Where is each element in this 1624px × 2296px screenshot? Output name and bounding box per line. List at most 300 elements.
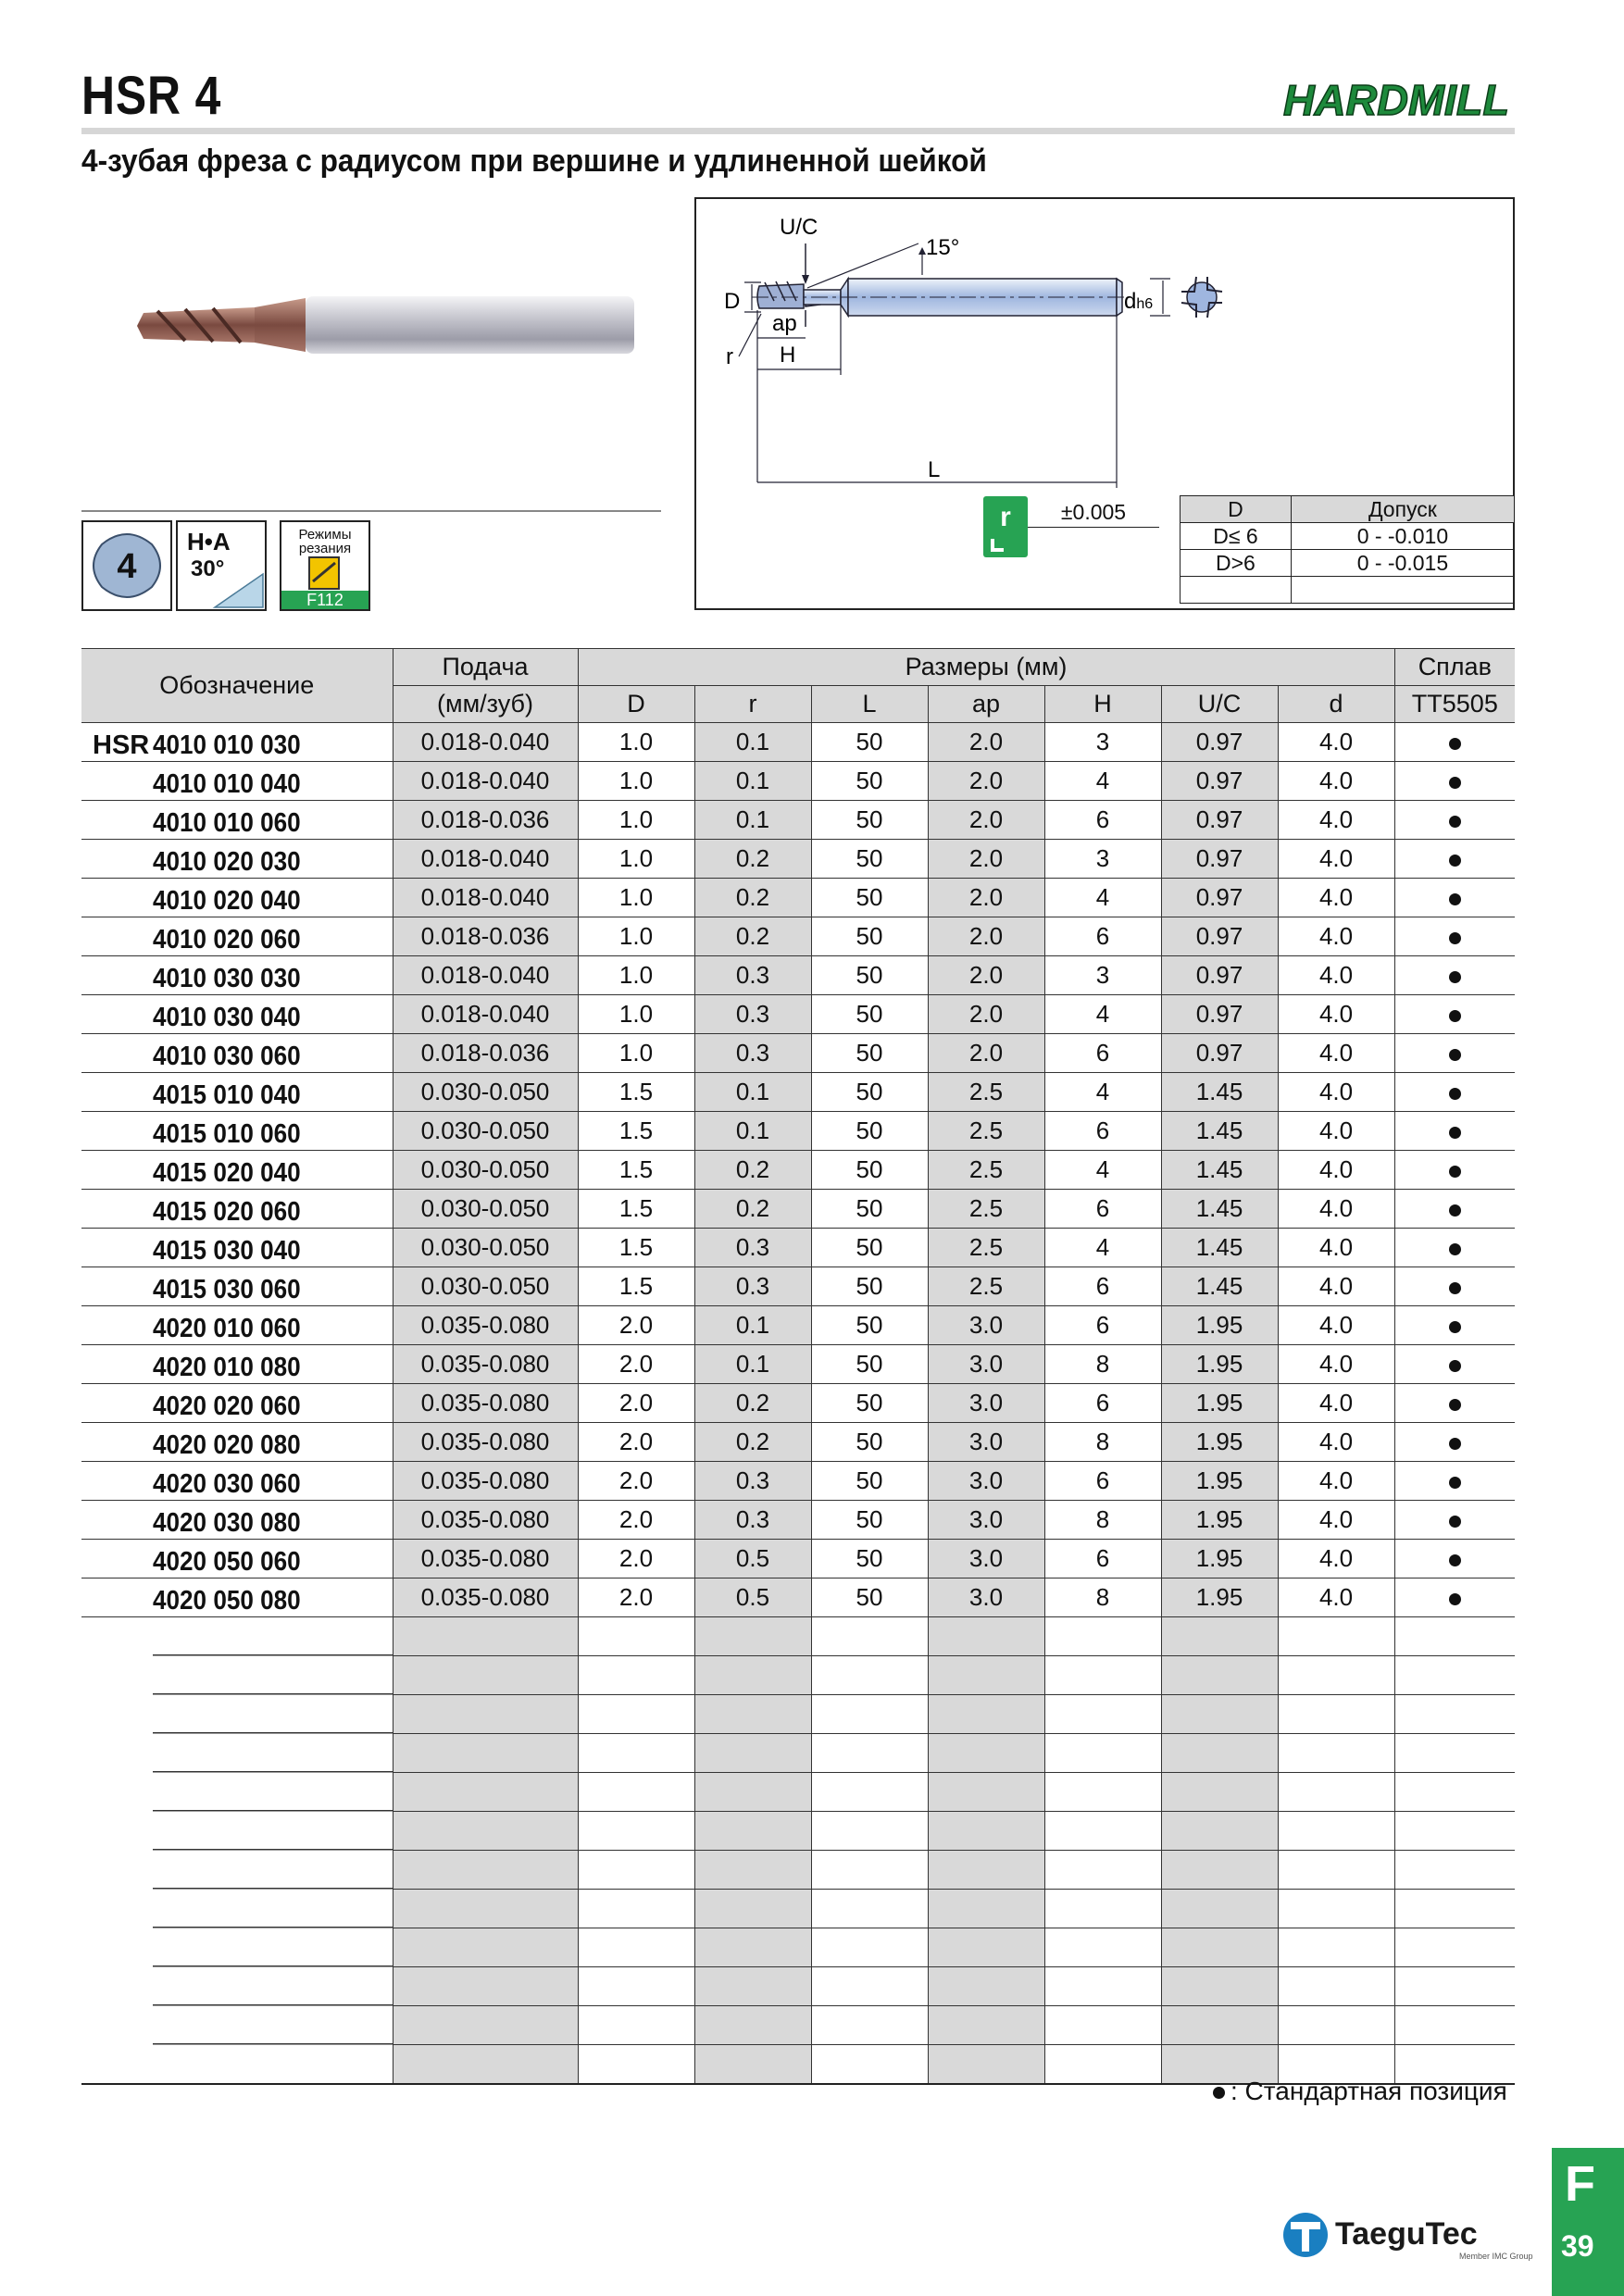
- empty-cell: [1044, 2045, 1161, 2085]
- dimension-cell: 6: [1044, 1540, 1161, 1578]
- dimension-cell: 1.95: [1161, 1462, 1278, 1501]
- dimension-cell: 4.0: [1278, 1540, 1394, 1578]
- empty-cell: [694, 1812, 811, 1851]
- standard-dot-icon: [1449, 1049, 1461, 1061]
- header-dim: r: [694, 686, 811, 723]
- dimension-cell: 50: [811, 1073, 928, 1112]
- alloy-cell: [1394, 956, 1515, 995]
- dimension-cell: 8: [1044, 1345, 1161, 1384]
- dimension-cell: 6: [1044, 1112, 1161, 1151]
- feed-cell: 0.035-0.080: [393, 1345, 578, 1384]
- dimension-cell: 50: [811, 762, 928, 801]
- dimension-cell: 50: [811, 1112, 928, 1151]
- alloy-cell: [1394, 801, 1515, 840]
- alloy-cell: [1394, 1462, 1515, 1501]
- section-letter: F: [1565, 2156, 1595, 2212]
- dimension-cell: 0.97: [1161, 879, 1278, 917]
- table-row: [81, 917, 1515, 956]
- empty-cell: [811, 1967, 928, 2006]
- dimension-cell: 1.5: [578, 1073, 694, 1112]
- designation-cell: [81, 1267, 393, 1306]
- dimension-cell: 3.0: [928, 1501, 1044, 1540]
- r-label: r: [726, 344, 733, 369]
- feed-cell: 0.035-0.080: [393, 1540, 578, 1578]
- cutting-conditions-icon[interactable]: [280, 520, 370, 611]
- designation-cell: [81, 1306, 393, 1345]
- dimension-cell: 0.1: [694, 762, 811, 801]
- dimension-cell: 0.3: [694, 1034, 811, 1073]
- dimension-cell: 3.0: [928, 1462, 1044, 1501]
- tol-cell: 0 - -0.010: [1291, 523, 1514, 550]
- table-row: [81, 840, 1515, 879]
- feed-cell: 0.018-0.040: [393, 956, 578, 995]
- tol-cell: 0 - -0.015: [1291, 550, 1514, 577]
- designation-cell: [81, 1034, 393, 1073]
- alloy-cell: [1394, 1423, 1515, 1462]
- dimension-cell: 50: [811, 1423, 928, 1462]
- radius-tolerance-value: ±0.005: [1028, 497, 1159, 528]
- flute-count-icon: [81, 520, 172, 611]
- dimension-cell: 1.45: [1161, 1112, 1278, 1151]
- designation-code: 4020 020 080: [153, 1430, 301, 1460]
- empty-cell: [928, 1773, 1044, 1812]
- empty-cell: [578, 1851, 694, 1890]
- designation-code: 4015 010 060: [153, 1119, 301, 1149]
- empty-cell: [1278, 1812, 1394, 1851]
- designation-code: 4015 020 060: [153, 1197, 301, 1227]
- empty-cell: [1278, 1773, 1394, 1812]
- dimension-cell: 6: [1044, 1306, 1161, 1345]
- alloy-cell: [1394, 1384, 1515, 1423]
- standard-dot-icon: [1449, 1438, 1461, 1450]
- alloy-cell: [1394, 1578, 1515, 1617]
- empty-cell: [578, 1617, 694, 1656]
- empty-cell: [811, 2006, 928, 2045]
- dimension-cell: 2.5: [928, 1112, 1044, 1151]
- table-row: [81, 879, 1515, 917]
- empty-cell: [928, 1890, 1044, 1928]
- h-label: H: [780, 343, 796, 368]
- empty-cell: [393, 1967, 578, 2006]
- designation-code: 4020 010 060: [153, 1314, 301, 1343]
- standard-dot-icon: [1213, 2087, 1225, 2099]
- empty-cell: [578, 1928, 694, 1967]
- dimension-cell: 2.0: [928, 801, 1044, 840]
- dimension-cell: 50: [811, 995, 928, 1034]
- cond-label-1: Режимы: [298, 527, 352, 543]
- empty-cell: [1278, 1695, 1394, 1734]
- dimension-cell: 0.1: [694, 801, 811, 840]
- designation-code: 4010 030 030: [153, 964, 301, 993]
- designation-code: 4010 010 060: [153, 808, 301, 838]
- empty-cell: [1161, 1967, 1278, 2006]
- empty-cell: [694, 2045, 811, 2085]
- table-row: [81, 723, 1515, 762]
- dimension-cell: 4.0: [1278, 1151, 1394, 1190]
- table-row: [81, 1034, 1515, 1073]
- dimension-cell: 4.0: [1278, 1345, 1394, 1384]
- dimension-cell: 4.0: [1278, 1112, 1394, 1151]
- uc-label: U/C: [780, 215, 818, 240]
- dimension-cell: 4: [1044, 1151, 1161, 1190]
- designation-cell: [81, 1734, 393, 1773]
- dimension-cell: 50: [811, 1501, 928, 1540]
- alloy-cell: [1394, 1851, 1515, 1890]
- header-dim: D: [578, 686, 694, 723]
- dimension-cell: 2.5: [928, 1151, 1044, 1190]
- empty-cell: [1161, 1656, 1278, 1695]
- dimension-cell: 1.0: [578, 723, 694, 762]
- svg-text:Member IMC Group: Member IMC Group: [1459, 2252, 1533, 2261]
- dimension-cell: 4.0: [1278, 1384, 1394, 1423]
- dimension-cell: 2.0: [928, 956, 1044, 995]
- empty-cell: [578, 1656, 694, 1695]
- table-row: [81, 1190, 1515, 1229]
- standard-dot-icon: [1449, 1321, 1461, 1333]
- dimension-cell: 0.97: [1161, 840, 1278, 879]
- dimension-cell: 0.2: [694, 1151, 811, 1190]
- designation-cell: [81, 1812, 393, 1851]
- dimension-cell: 1.0: [578, 840, 694, 879]
- designation-cell: [81, 1890, 393, 1928]
- dimension-cell: 4: [1044, 995, 1161, 1034]
- designation-code: 4020 010 080: [153, 1353, 301, 1382]
- designation-cell: [81, 1695, 393, 1734]
- designation-cell: [81, 1229, 393, 1267]
- empty-cell: [811, 2045, 928, 2085]
- blank-row: [81, 1734, 1515, 1773]
- dimension-cell: 3.0: [928, 1384, 1044, 1423]
- designation-cell: [81, 1345, 393, 1384]
- dimension-cell: 50: [811, 1462, 928, 1501]
- empty-cell: [578, 1773, 694, 1812]
- designation-cell: [81, 1773, 393, 1812]
- dimension-cell: 3: [1044, 956, 1161, 995]
- table-row: [81, 1501, 1515, 1540]
- dimension-cell: 4.0: [1278, 1034, 1394, 1073]
- dimension-cell: 0.1: [694, 1306, 811, 1345]
- dimension-cell: 0.5: [694, 1578, 811, 1617]
- empty-cell: [811, 1734, 928, 1773]
- dimension-cell: 4.0: [1278, 1501, 1394, 1540]
- blank-row: [81, 1967, 1515, 2006]
- feed-cell: 0.030-0.050: [393, 1073, 578, 1112]
- blank-row: [81, 2006, 1515, 2045]
- table-row: [81, 1267, 1515, 1306]
- standard-dot-icon: [1449, 1477, 1461, 1489]
- title-divider: [81, 128, 1515, 134]
- dimension-cell: 2.0: [928, 995, 1044, 1034]
- dimension-cell: 0.97: [1161, 762, 1278, 801]
- empty-cell: [1278, 2006, 1394, 2045]
- empty-cell: [1044, 1695, 1161, 1734]
- standard-dot-icon: [1449, 1166, 1461, 1178]
- empty-cell: [694, 1890, 811, 1928]
- dimension-cell: 0.2: [694, 879, 811, 917]
- dimension-cell: 4.0: [1278, 956, 1394, 995]
- designation-cell: [81, 1578, 393, 1617]
- standard-dot-icon: [1449, 1399, 1461, 1411]
- empty-cell: [1278, 1734, 1394, 1773]
- empty-cell: [393, 2045, 578, 2085]
- designation-code: 4020 030 060: [153, 1469, 301, 1499]
- feed-cell: 0.018-0.036: [393, 917, 578, 956]
- dimension-cell: 0.2: [694, 1190, 811, 1229]
- product-table: [81, 648, 1515, 2085]
- header-designation: Обозначение: [81, 649, 393, 723]
- dimension-cell: 4: [1044, 762, 1161, 801]
- alloy-cell: [1394, 1501, 1515, 1540]
- empty-cell: [811, 1851, 928, 1890]
- ap-label: ap: [772, 311, 797, 336]
- dimension-cell: 0.2: [694, 1423, 811, 1462]
- alloy-cell: [1394, 840, 1515, 879]
- dimension-cell: 4.0: [1278, 879, 1394, 917]
- empty-cell: [928, 2045, 1044, 2085]
- blank-row: [81, 1773, 1515, 1812]
- dimension-cell: 3.0: [928, 1306, 1044, 1345]
- dimension-cell: 0.2: [694, 917, 811, 956]
- alloy-cell: [1394, 762, 1515, 801]
- dimension-cell: 2.5: [928, 1073, 1044, 1112]
- header-feed-unit: (мм/зуб): [393, 686, 578, 723]
- standard-dot-icon: [1449, 1204, 1461, 1217]
- dimension-cell: 4.0: [1278, 1267, 1394, 1306]
- header-dim: U/C: [1161, 686, 1278, 723]
- empty-cell: [811, 1812, 928, 1851]
- empty-cell: [928, 2006, 1044, 2045]
- dimension-cell: 4.0: [1278, 1578, 1394, 1617]
- designation-cell: [81, 762, 393, 801]
- standard-dot-icon: [1449, 1516, 1461, 1528]
- designation-cell: [81, 1617, 393, 1656]
- empty-cell: [393, 1695, 578, 1734]
- empty-cell: [578, 1890, 694, 1928]
- designation-cell: [81, 1462, 393, 1501]
- dimension-cell: 4.0: [1278, 1073, 1394, 1112]
- empty-cell: [928, 1967, 1044, 2006]
- table-row: [81, 762, 1515, 801]
- dimension-cell: 0.97: [1161, 995, 1278, 1034]
- empty-cell: [1278, 1967, 1394, 2006]
- designation-cell: [81, 1384, 393, 1423]
- dimension-cell: 50: [811, 723, 928, 762]
- alloy-cell: [1394, 1967, 1515, 2006]
- end-view: [1181, 277, 1222, 318]
- dimension-cell: 0.3: [694, 1462, 811, 1501]
- d-label: D: [724, 289, 741, 314]
- table-row: [81, 801, 1515, 840]
- designation-code: 4015 030 060: [153, 1275, 301, 1304]
- dimension-cell: 1.0: [578, 995, 694, 1034]
- dimension-cell: 1.95: [1161, 1501, 1278, 1540]
- dimension-cell: 1.95: [1161, 1345, 1278, 1384]
- dimension-cell: 6: [1044, 1384, 1161, 1423]
- alloy-cell: [1394, 1695, 1515, 1734]
- alloy-cell: [1394, 1034, 1515, 1073]
- dimension-cell: 3.0: [928, 1345, 1044, 1384]
- feed-cell: 0.030-0.050: [393, 1229, 578, 1267]
- dimension-cell: 1.0: [578, 801, 694, 840]
- feed-cell: 0.018-0.040: [393, 879, 578, 917]
- empty-cell: [1161, 1928, 1278, 1967]
- empty-cell: [1044, 1773, 1161, 1812]
- dimension-cell: 0.3: [694, 995, 811, 1034]
- empty-cell: [578, 1967, 694, 2006]
- empty-cell: [694, 2006, 811, 2045]
- helix-label: H•A: [187, 528, 231, 555]
- empty-cell: [1044, 1967, 1161, 2006]
- designation-code: 4020 020 060: [153, 1391, 301, 1421]
- standard-dot-icon: [1449, 1088, 1461, 1100]
- flute-count: 4: [117, 547, 137, 586]
- tol-cell: [1181, 577, 1292, 604]
- empty-cell: [928, 1695, 1044, 1734]
- dimension-cell: 0.97: [1161, 1034, 1278, 1073]
- dimension-cell: 1.45: [1161, 1151, 1278, 1190]
- cond-label-2: резания: [298, 541, 352, 556]
- dimension-cell: 50: [811, 1384, 928, 1423]
- end-mill-photo: [130, 250, 648, 398]
- dimension-cell: 6: [1044, 917, 1161, 956]
- designation-cell: [81, 956, 393, 995]
- designation-cell: [81, 1851, 393, 1890]
- dimension-cell: 0.1: [694, 1112, 811, 1151]
- cond-page-ref: F112: [306, 591, 344, 609]
- dimension-cell: 1.0: [578, 762, 694, 801]
- empty-cell: [928, 1617, 1044, 1656]
- legend-text: : Стандартная позиция: [1230, 2077, 1507, 2105]
- alloy-cell: [1394, 1812, 1515, 1851]
- dimension-cell: 4.0: [1278, 762, 1394, 801]
- dh6-label: dh6: [1124, 289, 1154, 314]
- angle-label: 15°: [926, 235, 960, 260]
- dimension-cell: 2.0: [578, 1423, 694, 1462]
- empty-cell: [1161, 1695, 1278, 1734]
- standard-dot-icon: [1449, 932, 1461, 944]
- empty-cell: [1044, 1617, 1161, 1656]
- r-symbol: r: [1000, 502, 1011, 532]
- tol-header-tol: Допуск: [1291, 496, 1514, 523]
- dimension-cell: 8: [1044, 1501, 1161, 1540]
- feed-cell: 0.035-0.080: [393, 1578, 578, 1617]
- designation-code: 4015 030 040: [153, 1236, 301, 1266]
- dimension-cell: 2.0: [578, 1578, 694, 1617]
- alloy-cell: [1394, 1112, 1515, 1151]
- dimension-cell: 0.5: [694, 1540, 811, 1578]
- alloy-cell: [1394, 1656, 1515, 1695]
- blank-row: [81, 1928, 1515, 1967]
- dimension-cell: 50: [811, 840, 928, 879]
- table-row: [81, 1073, 1515, 1112]
- dimension-cell: 50: [811, 1267, 928, 1306]
- feed-cell: 0.018-0.040: [393, 840, 578, 879]
- table-row: [81, 1229, 1515, 1267]
- designation-cell: [81, 2045, 393, 2085]
- dimension-cell: 1.45: [1161, 1267, 1278, 1306]
- feed-cell: 0.035-0.080: [393, 1423, 578, 1462]
- designation-code: 4010 020 030: [153, 847, 301, 877]
- legend: [1213, 2077, 1507, 2106]
- dimension-cell: 1.95: [1161, 1540, 1278, 1578]
- dimension-cell: 0.97: [1161, 917, 1278, 956]
- tol-cell: [1291, 577, 1514, 604]
- dimension-cell: 50: [811, 1578, 928, 1617]
- empty-cell: [1161, 1812, 1278, 1851]
- header-dimensions: Размеры (мм): [578, 649, 1394, 686]
- dimension-cell: 50: [811, 1306, 928, 1345]
- feed-cell: 0.035-0.080: [393, 1384, 578, 1423]
- dimension-cell: 2.0: [578, 1501, 694, 1540]
- empty-cell: [811, 1890, 928, 1928]
- dimension-cell: 2.0: [578, 1462, 694, 1501]
- empty-cell: [1161, 1890, 1278, 1928]
- dimension-cell: 1.95: [1161, 1578, 1278, 1617]
- empty-cell: [578, 1812, 694, 1851]
- blank-row: [81, 1617, 1515, 1656]
- designation-code: 4020 050 080: [153, 1586, 301, 1616]
- designation-code: 4010 030 040: [153, 1003, 301, 1032]
- designation-code: 4020 050 060: [153, 1547, 301, 1577]
- dimension-cell: 4.0: [1278, 1190, 1394, 1229]
- header-dim: L: [811, 686, 928, 723]
- table-row: [81, 1540, 1515, 1578]
- empty-cell: [928, 1851, 1044, 1890]
- empty-cell: [811, 1773, 928, 1812]
- empty-cell: [393, 2006, 578, 2045]
- table-row: [81, 995, 1515, 1034]
- empty-cell: [1161, 1851, 1278, 1890]
- empty-cell: [393, 1851, 578, 1890]
- designation-cell: [81, 2006, 393, 2045]
- diameter-tolerance-table: [1180, 495, 1515, 604]
- page-subtitle: 4-зубая фреза с радиусом при вершине и удлиненной шейкой: [81, 144, 987, 179]
- dimension-cell: 2.0: [928, 917, 1044, 956]
- empty-cell: [393, 1812, 578, 1851]
- dimension-cell: 1.95: [1161, 1384, 1278, 1423]
- standard-dot-icon: [1449, 777, 1461, 789]
- designation-cell: [81, 1190, 393, 1229]
- standard-dot-icon: [1449, 1593, 1461, 1605]
- designation-cell: [81, 917, 393, 956]
- feed-cell: 0.030-0.050: [393, 1190, 578, 1229]
- feed-cell: 0.018-0.036: [393, 801, 578, 840]
- dimension-cell: 50: [811, 1034, 928, 1073]
- dimension-cell: 6: [1044, 1462, 1161, 1501]
- blank-row: [81, 1890, 1515, 1928]
- table-row: [81, 1112, 1515, 1151]
- designation-cell: [81, 1073, 393, 1112]
- designation-code: 4010 030 060: [153, 1042, 301, 1071]
- dimension-cell: 1.45: [1161, 1073, 1278, 1112]
- designation-cell: [81, 1967, 393, 2006]
- dimension-cell: 4.0: [1278, 840, 1394, 879]
- designation-code: 4010 010 030: [153, 730, 301, 760]
- empty-cell: [811, 1656, 928, 1695]
- dimension-cell: 1.5: [578, 1229, 694, 1267]
- designation-cell: [81, 1656, 393, 1695]
- alloy-cell: [1394, 1190, 1515, 1229]
- dimension-cell: 3.0: [928, 1423, 1044, 1462]
- dimension-cell: 2.0: [578, 1306, 694, 1345]
- dimension-cell: 0.97: [1161, 723, 1278, 762]
- feed-cell: 0.035-0.080: [393, 1501, 578, 1540]
- designation-cell: [81, 1423, 393, 1462]
- dimension-cell: 2.0: [928, 879, 1044, 917]
- standard-dot-icon: [1449, 1127, 1461, 1139]
- empty-cell: [928, 1812, 1044, 1851]
- empty-cell: [1044, 1890, 1161, 1928]
